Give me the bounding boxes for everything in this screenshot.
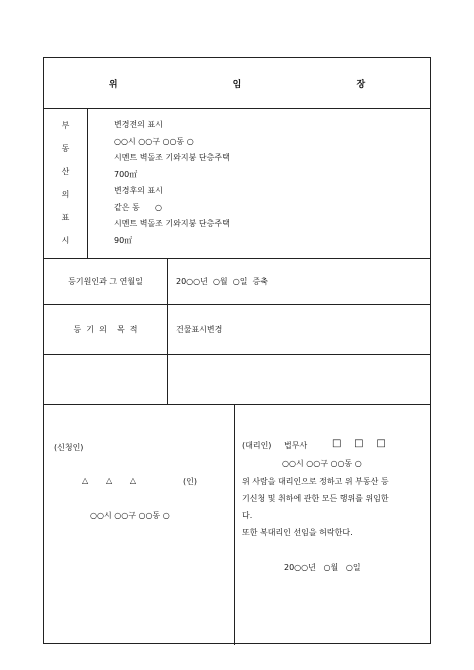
property-label-char: 시 bbox=[61, 235, 70, 245]
property-line: 변경후의 표시 bbox=[114, 186, 163, 195]
property-description bbox=[114, 117, 414, 249]
property-line: 시멘트 벽돌조 기와지붕 단층주택 bbox=[114, 219, 230, 228]
agent-name-marks: □ □ □ bbox=[332, 438, 386, 449]
property-line: ○○시 ○○구 ○○동 ○ bbox=[114, 136, 194, 146]
property-label-char: 부 bbox=[61, 120, 70, 130]
property-line: 시멘트 벽돌조 기와지붕 단층주택 bbox=[114, 153, 230, 162]
property-line: 변경전의 표시 bbox=[114, 120, 163, 129]
applicant-address: ○○시 ○○구 ○○동 ○ bbox=[90, 511, 170, 520]
property-label-char: 산 bbox=[61, 166, 70, 176]
applicant-section bbox=[44, 404, 234, 645]
registration-cause-value: 20○○년 ○월 ○일 증축 bbox=[176, 276, 268, 286]
divider-property-label bbox=[87, 108, 88, 258]
property-line: 700㎡ bbox=[114, 169, 138, 179]
divider-rows-column bbox=[167, 258, 168, 404]
property-label-char: 동 bbox=[61, 143, 70, 153]
divider-title bbox=[44, 108, 430, 109]
registration-cause-label: 등기원인과 그 연월일 bbox=[68, 276, 143, 286]
agent-text-line: 다. bbox=[242, 511, 253, 520]
property-label bbox=[44, 108, 87, 258]
property-line: 같은 동 ○ bbox=[114, 202, 162, 212]
applicant-header: (신청인) bbox=[54, 443, 84, 452]
agent-address: ○○시 ○○구 ○○동 ○ bbox=[282, 459, 362, 468]
property-label-char: 의 bbox=[61, 189, 70, 199]
agent-text-line: 위 사람을 대리인으로 정하고 위 부동산 등 bbox=[242, 477, 389, 486]
registration-purpose-label: 등 기 의 목 적 bbox=[73, 324, 138, 334]
divider-purpose bbox=[44, 354, 430, 355]
applicant-name: △ △ △ bbox=[82, 476, 137, 485]
agent-text-line: 또한 복대리인 선임을 허락한다. bbox=[242, 528, 353, 537]
agent-date: 20○○년 ○월 ○일 bbox=[284, 563, 361, 572]
agent-section bbox=[234, 404, 430, 645]
power-of-attorney-form bbox=[43, 57, 431, 644]
registration-purpose-value: 건물표시변경 bbox=[176, 324, 223, 334]
agent-text-line: 기신청 및 취하에 관한 모든 행위를 위임한 bbox=[242, 494, 389, 503]
document-title: 위 임 장 bbox=[108, 79, 422, 90]
applicant-seal: (인) bbox=[183, 477, 197, 486]
property-line: 90㎡ bbox=[114, 235, 133, 245]
agent-title: 법무사 bbox=[284, 441, 308, 450]
property-label-char: 표 bbox=[61, 212, 70, 222]
agent-header: (대리인) bbox=[242, 441, 272, 450]
